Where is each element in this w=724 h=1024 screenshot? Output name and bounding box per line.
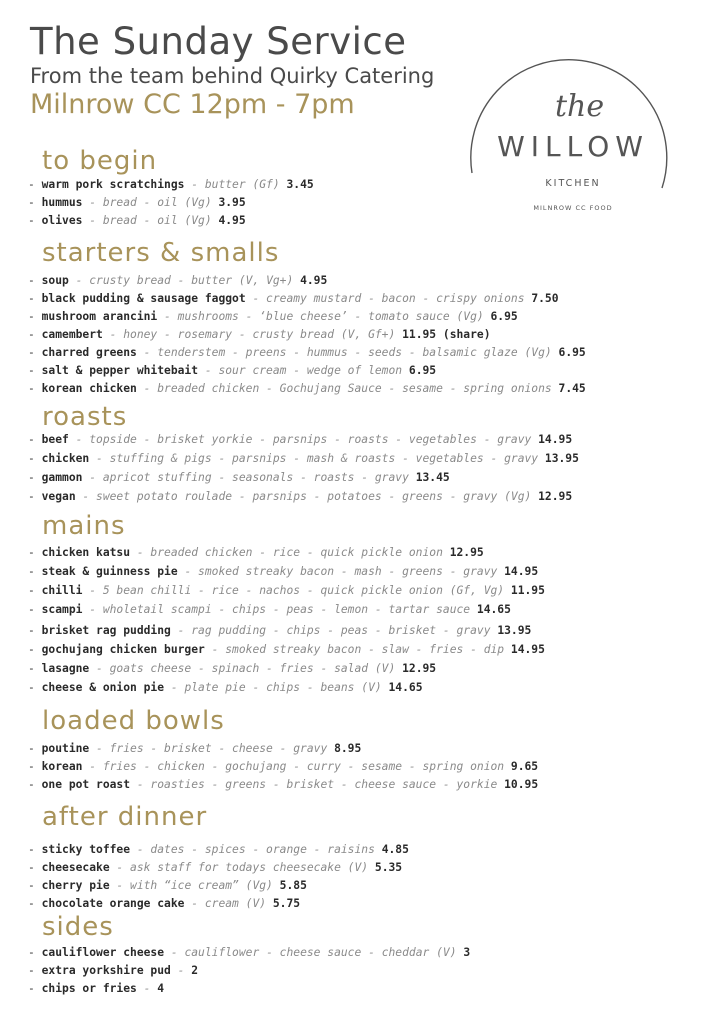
- menu-item: [28, 290, 714, 308]
- menu-item-price: 11.95: [510, 584, 545, 597]
- menu-item: [28, 679, 714, 697]
- menu-item: [28, 601, 714, 619]
- section-title: mains: [42, 511, 126, 541]
- menu-item-description: - 5 bean chilli - rice - nachos - quick pickle onion (Gf, Vg): [82, 584, 511, 597]
- bullet-dash: -: [28, 946, 42, 959]
- menu-item: [28, 582, 714, 600]
- menu-item: [28, 563, 714, 581]
- menu-item-name: korean chicken: [41, 382, 137, 395]
- menu-item: [28, 758, 714, 776]
- menu-item-price: 5.75: [272, 897, 301, 910]
- menu-item: [28, 194, 714, 212]
- menu-item-name: cheese & onion pie: [41, 681, 165, 694]
- menu-item-description: - butter (Gf): [184, 178, 287, 191]
- bullet-dash: -: [28, 897, 42, 910]
- menu-item-description: - ask staff for todays cheesecake (V): [109, 861, 375, 874]
- menu-item: [28, 544, 714, 562]
- menu-item-name: salt & pepper whitebait: [41, 364, 199, 377]
- logo-tagline-text: MILNROW CC FOOD: [533, 204, 613, 212]
- menu-item-name: cherry pie: [41, 879, 110, 892]
- menu-item-price: 14.95: [510, 643, 545, 656]
- menu-item-name: chicken katsu: [41, 546, 131, 559]
- menu-item-name: chilli: [41, 584, 83, 597]
- bullet-dash: -: [28, 565, 42, 578]
- menu-item-name: olives: [41, 214, 83, 227]
- menu-item: [28, 776, 714, 794]
- menu-item-description: - tenderstem - preens - hummus - seeds - balsamic glaze (Vg): [136, 346, 559, 359]
- menu-item-price: 12.95: [538, 490, 573, 503]
- venue-and-hours: Milnrow CC 12pm - 7pm: [30, 89, 355, 120]
- menu-item: [28, 622, 714, 640]
- menu-item-name: korean: [41, 760, 83, 773]
- page-subtitle: From the team behind Quirky Catering: [30, 64, 435, 88]
- menu-item-price: 12.95: [449, 546, 484, 559]
- menu-item-price: 4.95: [300, 274, 328, 287]
- menu-item-price: 4: [157, 982, 165, 995]
- menu-item-price: 13.95: [544, 452, 579, 465]
- menu-item: [28, 380, 714, 398]
- menu-item-description: - sour cream - wedge of lemon: [198, 364, 409, 377]
- menu-item-price: 13.95: [497, 624, 532, 637]
- menu-item-description: - mushrooms - ‘blue cheese’ - tomato sauce (Vg): [157, 310, 491, 323]
- bullet-dash: -: [28, 964, 42, 977]
- menu-item-description: - wholetail scampi - chips - peas - lemon - tartar sauce: [82, 603, 477, 616]
- menu-item-price: 6.95: [490, 310, 518, 323]
- menu-item-description: - bread - oil (Vg): [82, 196, 219, 209]
- menu-item-price: 11.95 (share): [402, 328, 491, 341]
- bullet-dash: -: [28, 843, 42, 856]
- menu-item-description: - roasties - greens - brisket - cheese sauce - yorkie: [130, 778, 505, 791]
- menu-item-name: hummus: [41, 196, 83, 209]
- bullet-dash: -: [28, 584, 42, 597]
- menu-item-price: 3: [463, 946, 471, 959]
- section-title: to begin: [42, 146, 158, 176]
- menu-item: [28, 859, 714, 877]
- section-title: after dinner: [42, 802, 208, 832]
- menu-item-description: -: [170, 964, 192, 977]
- bullet-dash: -: [28, 452, 42, 465]
- menu-item-name: soup: [41, 274, 69, 287]
- menu-item: [28, 488, 714, 506]
- menu-item: [28, 362, 714, 380]
- menu-item-description: - honey - rosemary - crusty bread (V, Gf+): [102, 328, 403, 341]
- section-title: starters & smalls: [42, 238, 280, 268]
- bullet-dash: -: [28, 662, 42, 675]
- bullet-dash: -: [28, 382, 42, 395]
- menu-item-name: steak & guinness pie: [41, 565, 178, 578]
- bullet-dash: -: [28, 643, 42, 656]
- menu-item-description: - smoked streaky bacon - slaw - fries - dip: [204, 643, 511, 656]
- menu-item: [28, 944, 714, 962]
- menu-item-description: - apricot stuffing - seasonals - roasts - gravy: [82, 471, 416, 484]
- menu-item-description: - dates - spices - orange - raisins: [130, 843, 382, 856]
- menu-item-description: - cream (V): [184, 897, 273, 910]
- menu-item-description: - plate pie - chips - beans (V): [164, 681, 389, 694]
- menu-item-description: - with “ice cream” (Vg): [109, 879, 280, 892]
- menu-item: [28, 326, 714, 344]
- menu-item-name: chips or fries: [41, 982, 137, 995]
- menu-item-price: 7.50: [531, 292, 559, 305]
- menu-item-name: charred greens: [41, 346, 137, 359]
- bullet-dash: -: [28, 433, 42, 446]
- menu-item-description: -: [136, 982, 158, 995]
- menu-item-price: 7.45: [558, 382, 586, 395]
- menu-item-price: 13.45: [415, 471, 450, 484]
- bullet-dash: -: [28, 274, 42, 287]
- menu-item-description: - breaded chicken - rice - quick pickle onion: [130, 546, 450, 559]
- menu-item-name: brisket rag pudding: [41, 624, 171, 637]
- menu-item: [28, 212, 714, 230]
- bullet-dash: -: [28, 364, 42, 377]
- menu-item-price: 6.95: [408, 364, 437, 377]
- menu-item: [28, 344, 714, 362]
- menu-item-price: 9.65: [510, 760, 539, 773]
- menu-item-description: - fries - chicken - gochujang - curry - sesame - spring onion: [82, 760, 511, 773]
- bullet-dash: -: [28, 546, 42, 559]
- menu-item-price: 12.95: [402, 662, 437, 675]
- menu-item-description: - goats cheese - spinach - fries - salad (V): [89, 662, 403, 675]
- bullet-dash: -: [28, 196, 42, 209]
- bullet-dash: -: [28, 778, 42, 791]
- menu-item-price: 10.95: [504, 778, 539, 791]
- section-title: loaded bowls: [42, 706, 225, 736]
- menu-item-price: 14.65: [476, 603, 511, 616]
- bullet-dash: -: [28, 214, 42, 227]
- menu-item-description: - bread - oil (Vg): [82, 214, 219, 227]
- menu-item-price: 4.85: [381, 843, 409, 856]
- menu-item-price: 8.95: [334, 742, 362, 755]
- menu-item-description: - stuffing & pigs - parsnips - mash & roasts - vegetables - gravy: [89, 452, 545, 465]
- menu-item: [28, 841, 714, 859]
- menu-item: [28, 308, 714, 326]
- menu-item-price: 4.95: [218, 214, 246, 227]
- menu-item-name: gammon: [41, 471, 83, 484]
- menu-item: [28, 450, 714, 468]
- bullet-dash: -: [28, 471, 42, 484]
- menu-item: [28, 431, 714, 449]
- menu-item: [28, 660, 714, 678]
- menu-item-name: warm pork scratchings: [41, 178, 185, 191]
- menu-item-name: black pudding & sausage faggot: [41, 292, 246, 305]
- bullet-dash: -: [28, 292, 42, 305]
- menu-item-description: - topside - brisket yorkie - parsnips - roasts - vegetables - gravy: [68, 433, 539, 446]
- section-title: sides: [42, 912, 114, 942]
- bullet-dash: -: [28, 624, 42, 637]
- menu-item-price: 6.95: [558, 346, 586, 359]
- menu-item-price: 3.95: [218, 196, 246, 209]
- menu-item: [28, 980, 714, 998]
- menu-item-name: vegan: [41, 490, 76, 503]
- bullet-dash: -: [28, 310, 42, 323]
- logo-script-text: the: [555, 89, 605, 124]
- menu-item-name: poutine: [41, 742, 90, 755]
- bullet-dash: -: [28, 490, 42, 503]
- menu-item-description: - smoked streaky bacon - mash - greens - gravy: [177, 565, 505, 578]
- menu-item-price: 14.95: [538, 433, 573, 446]
- menu-item-name: gochujang chicken burger: [41, 643, 205, 656]
- section-title: roasts: [42, 402, 128, 432]
- menu-item-description: - crusty bread - butter (V, Vg+): [68, 274, 301, 287]
- menu-item-name: camembert: [41, 328, 103, 341]
- menu-item-name: one pot roast: [41, 778, 131, 791]
- menu-item: [28, 895, 714, 913]
- bullet-dash: -: [28, 742, 42, 755]
- menu-item-name: cheesecake: [41, 861, 110, 874]
- bullet-dash: -: [28, 760, 42, 773]
- bullet-dash: -: [28, 879, 42, 892]
- menu-item-name: mushroom arancini: [41, 310, 158, 323]
- bullet-dash: -: [28, 603, 42, 616]
- menu-item-name: scampi: [41, 603, 83, 616]
- bullet-dash: -: [28, 178, 42, 191]
- logo-name-text: WILLOW: [497, 130, 649, 163]
- menu-item-name: cauliflower cheese: [41, 946, 165, 959]
- menu-item-price: 5.85: [279, 879, 307, 892]
- menu-item-description: - cauliflower - cheese sauce - cheddar (V): [164, 946, 464, 959]
- menu-item-description: - fries - brisket - cheese - gravy: [89, 742, 335, 755]
- logo-kitchen-text: KITCHEN: [545, 178, 601, 189]
- bullet-dash: -: [28, 328, 42, 341]
- menu-item-price: 14.65: [388, 681, 423, 694]
- menu-item-price: 14.95: [504, 565, 539, 578]
- menu-item-description: - creamy mustard - bacon - crispy onions: [245, 292, 532, 305]
- bullet-dash: -: [28, 861, 42, 874]
- menu-item-description: - sweet potato roulade - parsnips - potatoes - greens - gravy (Vg): [75, 490, 539, 503]
- bullet-dash: -: [28, 681, 42, 694]
- menu-item-name: chocolate orange cake: [41, 897, 185, 910]
- menu-item-name: lasagne: [41, 662, 90, 675]
- menu-item: [28, 740, 714, 758]
- menu-item-description: - rag pudding - chips - peas - brisket - gravy: [170, 624, 498, 637]
- menu-item-price: 2: [191, 964, 199, 977]
- menu-item-price: 5.35: [374, 861, 403, 874]
- menu-item-name: chicken: [41, 452, 90, 465]
- bullet-dash: -: [28, 346, 42, 359]
- bullet-dash: -: [28, 982, 42, 995]
- menu-item: [28, 176, 714, 194]
- menu-item-name: sticky toffee: [41, 843, 131, 856]
- menu-item: [28, 272, 714, 290]
- menu-item: [28, 877, 714, 895]
- menu-item: [28, 469, 714, 487]
- menu-item: [28, 641, 714, 659]
- menu-item-name: extra yorkshire pud: [41, 964, 171, 977]
- menu-item-description: - breaded chicken - Gochujang Sauce - sesame - spring onions: [136, 382, 559, 395]
- menu-item: [28, 962, 714, 980]
- page-title: The Sunday Service: [30, 20, 407, 63]
- menu-item-price: 3.45: [286, 178, 314, 191]
- menu-item-name: beef: [41, 433, 69, 446]
